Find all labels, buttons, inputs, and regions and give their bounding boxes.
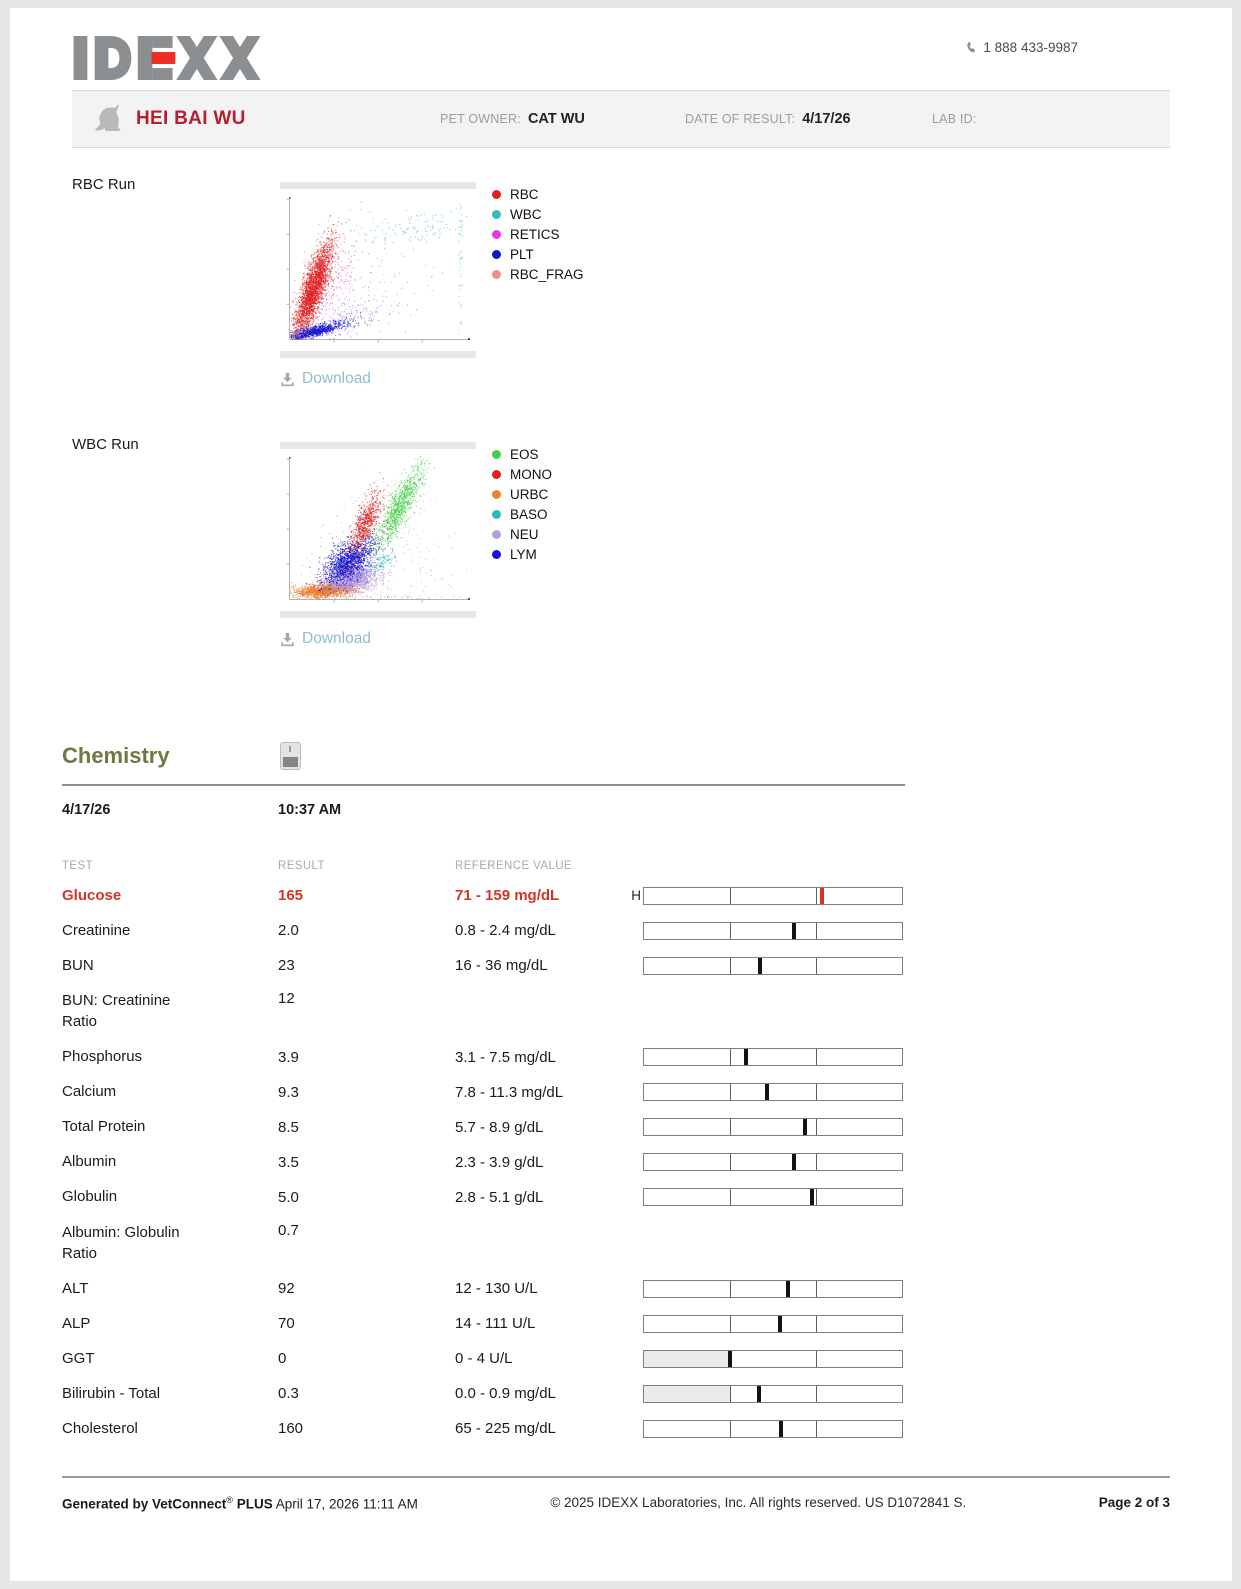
range-bar [643,922,903,940]
result-marker [758,958,762,974]
legend-item-rbc [492,184,584,204]
report-page [10,8,1232,1581]
legend-label: RBC [510,186,539,202]
report-header [62,28,1170,80]
test-name: Cholesterol [62,1420,138,1438]
legend-dot [492,230,501,239]
rbc-scatter-plot [280,182,476,358]
reference-range: 14 - 111 U/L [455,1315,536,1333]
table-row [62,1110,1170,1145]
test-name: Calcium [62,1083,117,1101]
result-value: 3.9 [278,1048,299,1066]
result-value: 8.5 [278,1118,299,1136]
plot-bottom-strip [280,351,476,358]
legend-item-eos [492,444,552,464]
legend-label: RBC_FRAG [510,266,584,282]
legend-item-lym [492,544,552,564]
rbc-run-section [72,174,1170,388]
table-row [62,1411,1170,1446]
reference-range: 12 - 130 U/L [455,1280,538,1298]
legend-label: LYM [510,546,537,562]
col-result: RESULT [278,860,325,872]
rbc-run-title: RBC Run [72,176,136,193]
generated-by: Generated by VetConnect® PLUS April 17, 2026 11:11 AM [62,1495,418,1512]
wbc-scatter-plot [280,442,476,618]
reference-range: 0 - 4 U/L [455,1350,513,1368]
result-marker [792,923,796,939]
lab-id-label: LAB ID: [932,112,977,126]
range-bar-cell [627,1048,1170,1066]
result-marker [792,1154,796,1170]
test-name: ALT [62,1280,89,1298]
legend-item-retics [492,224,584,244]
chemistry-run-datetime [62,802,1170,818]
reference-range: 7.8 - 11.3 mg/dL [455,1083,564,1101]
result-marker [778,1316,782,1332]
idexx-logo-red-bar [152,52,176,64]
range-bar [643,1153,903,1171]
table-row [62,1040,1170,1075]
range-bar-cell [627,1153,1170,1171]
range-bar [643,957,903,975]
chemistry-table [62,878,1170,1446]
legend-label: NEU [510,526,539,542]
range-bar [643,1118,903,1136]
legend-item-urbc [492,484,552,504]
rbc-download-link[interactable] [280,370,476,388]
range-bar [643,1350,903,1368]
range-bar [643,887,903,905]
result-marker [786,1281,790,1297]
range-bar-cell [627,1083,1170,1101]
result-marker [765,1084,769,1100]
chemistry-divider [62,784,905,786]
range-bar-cell [627,887,1170,905]
date-of-result-label: DATE OF RESULT: [685,112,796,126]
result-value: 23 [278,957,295,974]
date-of-result-value: 4/17/26 [802,111,851,127]
result-marker [820,888,824,904]
download-icon [280,372,295,387]
table-row [62,1306,1170,1341]
range-bar-cell [627,922,1170,940]
pet-banner [72,90,1170,148]
table-row [62,1341,1170,1376]
legend-label: MONO [510,466,552,482]
phone-icon [962,41,975,54]
rbc-legend [492,184,584,388]
legend-dot [492,210,501,219]
reference-range: 5.7 - 8.9 g/dL [455,1118,544,1136]
table-row [62,1271,1170,1306]
range-bar-cell [627,1385,1170,1403]
cat-icon [94,103,124,135]
reference-range: 16 - 36 mg/dL [455,957,548,974]
result-value: 2.0 [278,922,299,939]
reference-range: 2.3 - 3.9 g/dL [455,1153,544,1171]
col-reference: REFERENCE VALUE [455,860,572,872]
test-name: Globulin [62,1188,118,1206]
result-value: 0 [278,1350,287,1368]
range-bar-cell [627,1280,1170,1298]
chemistry-column-headers [62,860,1170,872]
wbc-run-section [72,434,1170,648]
legend-dot [492,450,501,459]
legend-label: BASO [510,506,548,522]
range-bar-cell [627,1420,1170,1438]
wbc-run-title: WBC Run [72,436,139,453]
result-value: 12 [278,990,295,1007]
range-bar [643,1385,903,1403]
result-marker [810,1189,814,1205]
range-bar [643,1048,903,1066]
range-bar [643,1280,903,1298]
col-test: TEST [62,860,93,872]
chemistry-date: 4/17/26 [62,802,111,818]
result-marker [728,1351,732,1367]
legend-label: RETICS [510,226,560,242]
range-bar [643,1188,903,1206]
phone-number: 1 888 433-9987 [983,40,1078,55]
legend-dot [492,270,501,279]
report-footer [62,1476,1170,1512]
legend-label: PLT [510,246,534,262]
test-name: Bilirubin - Total [62,1385,161,1403]
chemistry-time: 10:37 AM [278,802,342,818]
plot-bottom-strip [280,611,476,618]
table-row [62,913,1170,948]
test-name: Creatinine [62,921,131,939]
result-value: 160 [278,1420,304,1438]
test-name: ALP [62,1315,91,1333]
legend-item-rbc_frag [492,264,584,284]
result-marker [803,1119,807,1135]
analyzer-icon [280,742,301,770]
test-name: Albumin: Globulin Ratio [62,1223,180,1262]
table-row [62,1215,1170,1272]
result-value: 9.3 [278,1083,299,1101]
legend-dot [492,490,501,499]
legend-label: EOS [510,446,539,462]
test-name: Total Protein [62,1118,146,1136]
result-marker [779,1421,783,1437]
reference-range: 2.8 - 5.1 g/dL [455,1188,544,1206]
chemistry-header [62,742,1170,770]
copyright-text: © 2025 IDEXX Laboratories, Inc. All rights reserved. US D1072841 S. [550,1495,967,1511]
legend-dot [492,530,501,539]
plot-top-strip [280,182,476,189]
reference-range: 65 - 225 mg/dL [455,1420,556,1438]
plot-top-strip [280,442,476,449]
pet-owner-value: CAT WU [527,111,585,127]
table-row [62,1145,1170,1180]
download-label: Download [302,630,371,647]
download-label: Download [302,370,371,387]
range-bar-cell [627,1188,1170,1206]
result-value: 3.5 [278,1153,299,1171]
legend-dot [492,550,501,559]
result-marker [744,1049,748,1065]
legend-item-mono [492,464,552,484]
reference-range: 0.8 - 2.4 mg/dL [455,922,556,939]
test-name: Phosphorus [62,1048,143,1066]
legend-dot [492,470,501,479]
download-icon [280,632,295,647]
result-value: 70 [278,1315,295,1333]
pet-owner-label: PET OWNER: [440,112,521,126]
legend-dot [492,190,501,199]
wbc-scatter-canvas [280,449,476,611]
range-bar-cell [627,1315,1170,1333]
test-name: BUN [62,956,94,974]
range-bar [643,1315,903,1333]
generated-date: April 17, 2026 11:11 AM [275,1496,418,1512]
table-row [62,948,1170,983]
range-bar-cell [627,957,1170,975]
legend-label: URBC [510,486,549,502]
wbc-legend [492,444,552,648]
test-name: BUN: Creatinine Ratio [62,992,171,1031]
legend-item-neu [492,524,552,544]
page-number: Page 2 of 3 [1098,1495,1170,1511]
range-bar [643,1083,903,1101]
legend-item-wbc [492,204,584,224]
table-row [62,983,1170,1040]
rbc-scatter-canvas [280,189,476,351]
table-row [62,878,1170,913]
result-value: 0.7 [278,1221,299,1239]
support-phone [962,40,1078,55]
abnormal-flag: H [631,888,641,903]
table-row [62,1180,1170,1215]
legend-dot [492,510,501,519]
legend-label: WBC [510,206,542,222]
test-name: Albumin [62,1153,117,1171]
range-bar-cell [627,1350,1170,1368]
idexx-logo [72,36,264,80]
legend-dot [492,250,501,259]
range-bar-cell [627,1118,1170,1136]
wbc-download-link[interactable] [280,630,476,648]
chemistry-title: Chemistry [62,743,170,768]
legend-item-plt [492,244,584,264]
test-name: GGT [62,1350,95,1368]
result-value: 5.0 [278,1188,299,1206]
pet-name: HEI BAI WU [136,108,246,129]
table-row [62,1376,1170,1411]
result-marker [757,1386,761,1402]
reference-range: 0.0 - 0.9 mg/dL [455,1385,556,1403]
reference-range: 3.1 - 7.5 mg/dL [455,1048,556,1066]
result-value: 165 [278,887,304,904]
test-name: Glucose [62,886,122,904]
reference-range: 71 - 159 mg/dL [455,887,560,904]
result-value: 92 [278,1280,295,1298]
table-row [62,1075,1170,1110]
result-value: 0.3 [278,1385,299,1403]
range-bar [643,1420,903,1438]
legend-item-baso [492,504,552,524]
